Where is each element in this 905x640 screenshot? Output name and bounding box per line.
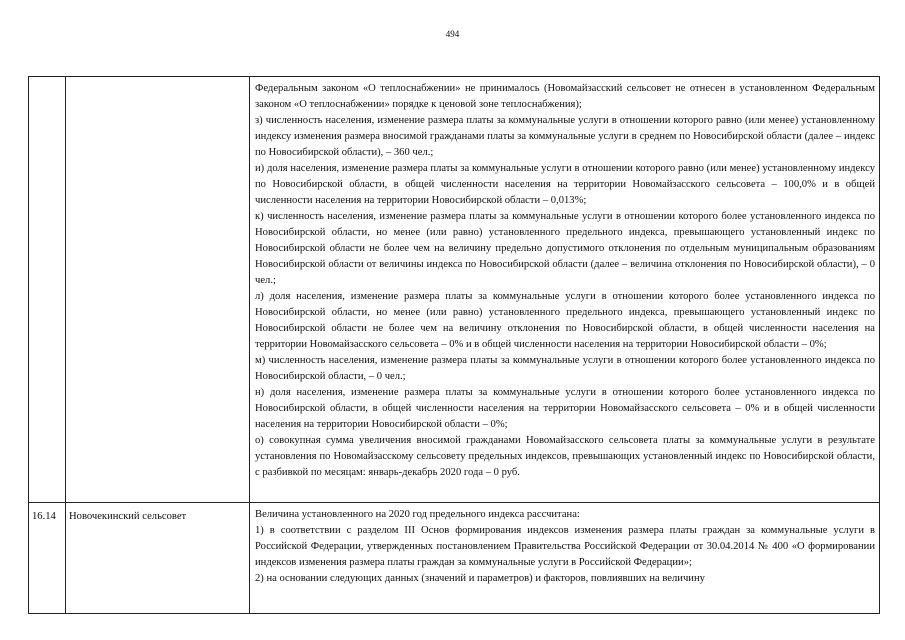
paragraph: о) совокупная сумма увеличения вносимой гражданами Новомайзасского сельсовета платы за коммунальные услуги в результате установления по Новомайзасскому сельсовету предельных индексов, превышающих установленный индекс по Новосибирской области, с разбивкой по месяцам: январь-декабрь 2020 года – 0 руб. [255,435,875,478]
document-table [28,76,880,614]
paragraph: к) численность населения, изменение размера платы за коммунальные услуги в отношении которого более установленного индекса по Новосибирской области, но менее (или равно) установленного предельного индекса, превышающего установленный индекс по Новосибирской области не более чем на величину предельно допустимого отклонения по отдельным муниципальным образованиям Новосибирской области от величины индекса по Новосибирской области (далее – величина отклонения по Новосибирской области), – 0 чел.; [255,211,875,286]
paragraph: и) доля населения, изменение размера платы за коммунальные услуги в отношении которого равно (или менее) установленному индексу по Новосибирской области, в общей численности населения на территории Новомайзасского сельсовета – 100,0% и в общей численности населения на территории Новосибирской области – 0,013%; [255,163,875,206]
page-number: 494 [445,29,460,39]
row-name [66,77,249,83]
paragraph: л) доля населения, изменение размера платы за коммунальные услуги в отношении которого более установленного индекса по Новосибирской области, но менее (или равно) установленного предельного индекса, превышающего установленный индекс по Новосибирской области не более чем на величину отклонения по Новосибирской области, в общей численности населения на территории Новомайзасского сельсовета – 0% и в общей численности населения на территории Новосибирской области – 0%; [255,291,875,350]
table-row [29,503,880,614]
table-row [29,77,880,503]
row-name: Новочекинский сельсовет [69,511,187,522]
row-number-cell [29,503,66,614]
row-name-cell [66,503,250,614]
row-text-cell [250,77,880,503]
row-number [29,77,65,83]
row-number: 16.14 [32,511,56,522]
paragraph: з) численность населения, изменение размера платы за коммунальные услуги в отношении которого равно (или менее) установленному индексу изменения размера вносимой гражданами платы за коммунальные услуги в среднем по Новосибирской области (далее – индекс по Новосибирской области), – 360 чел.; [255,115,875,158]
row-name-cell [66,77,250,503]
paragraph: м) численность населения, изменение размера платы за коммунальные услуги в отношении которого более установленного индекса по Новосибирской области, – 0 чел.; [255,355,875,382]
paragraph: Федеральным законом «О теплоснабжении» не принималось (Новомайзасский сельсовет не отнесен в установленном Федеральным законом «О теплоснабжении» порядке к ценовой зоне теплоснабжения); [255,83,875,110]
paragraph: Величина установленного на 2020 год предельного индекса рассчитана: [255,509,580,520]
paragraph: 2) на основании следующих данных (значений и параметров) и факторов, повлиявших на величину [255,573,705,584]
row-number-cell [29,77,66,503]
row-text-cell [250,503,880,614]
paragraph: 1) в соответствии с разделом III Основ формирования индексов изменения размера платы граждан за коммунальные услуги в Российской Федерации, утвержденных постановлением Правительства Российской Федерации от 30.04.2014 № 400 «О формировании индексов изменения размера платы граждан за коммунальные услуги в Российской Федерации»; [255,525,875,568]
paragraph: н) доля населения, изменение размера платы за коммунальные услуги в отношении которого более установленного индекса по Новосибирской области, в общей численности населения на территории Новомайзасского сельсовета – 0% и в общей численности населения на территории Новосибирской области – 0%; [255,387,875,430]
